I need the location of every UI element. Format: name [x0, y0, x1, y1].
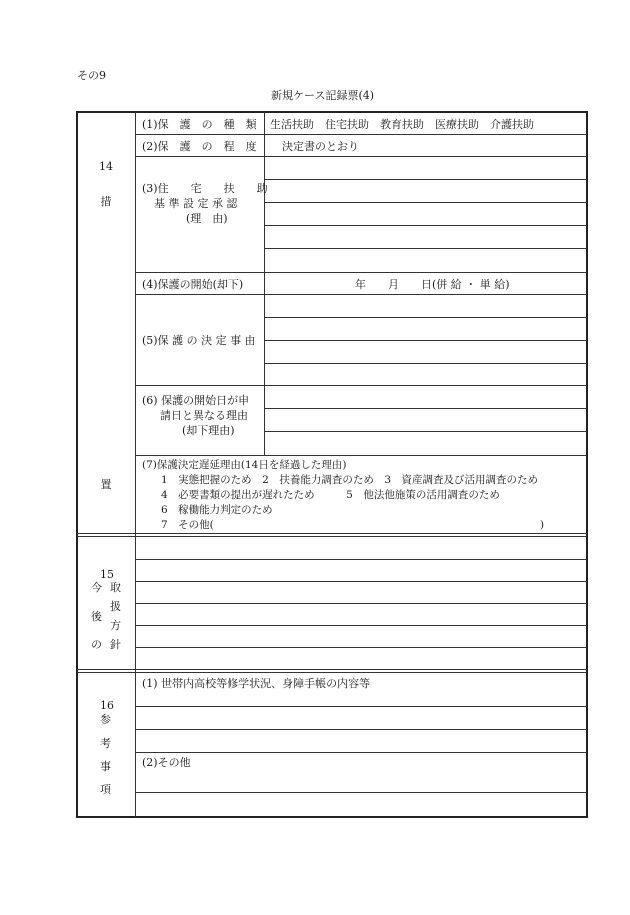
r3-label-2: 基 準 設 定 承 認 [154, 197, 238, 210]
s16-item-2: (2)その他 [142, 756, 191, 769]
value-line [265, 340, 587, 341]
value-line [265, 408, 587, 409]
sec14-char-1: 措 [100, 195, 112, 208]
s15-line [136, 647, 587, 648]
value-line [265, 179, 587, 180]
r4-value: 年 月 日(併 給 ・ 単 給) [355, 278, 510, 291]
row-line [136, 272, 587, 273]
s15-line [136, 603, 587, 604]
s16-line [136, 706, 587, 707]
label-value-divider [264, 112, 265, 455]
sec16-char-3: 事 [100, 760, 111, 773]
sec16-char-1: 参 [100, 713, 111, 726]
row-line [136, 294, 587, 295]
s15-line [136, 625, 587, 626]
r2-label: (2)保 護 の 程 度 [142, 140, 257, 153]
row-line [136, 134, 587, 135]
section-separator-14-15 [77, 533, 587, 534]
r6-label-2: 請日と異なる理由 [160, 409, 248, 422]
r3-label-1: (3)住 宅 扶 助 [142, 182, 268, 195]
r6-label-1: (6) 保護の開始日が申 [142, 394, 250, 407]
sec14-number: 14 [99, 160, 113, 173]
sec16-number: 16 [100, 699, 114, 712]
row-line [136, 156, 587, 157]
s16-line [136, 729, 587, 730]
page-title: 新規ケース記録票(4) [271, 89, 375, 102]
section-separator-15-16 [77, 669, 587, 670]
sec15-number: 15 [100, 568, 114, 581]
r4-label: (4)保護の開始(却下) [142, 278, 244, 291]
r7-line-3: 6 稼働能力判定のため [161, 504, 273, 516]
r7-line-1: 1 実態把握のため 2 扶養能力調査のため 3 資産調査及び活用調査のため [161, 474, 539, 486]
s16-line [136, 752, 587, 753]
r1-label: (1)保 護 の 種 類 [142, 118, 257, 131]
sec16-char-2: 考 [100, 737, 111, 750]
value-line [265, 202, 587, 203]
r7-title: (7)保護決定遅延理由(14日を経過した理由) [142, 459, 347, 471]
s15-line [136, 559, 587, 560]
value-line [265, 431, 587, 432]
r1-value: 生活扶助 住宅扶助 教育扶助 医療扶助 介護扶助 [270, 118, 534, 131]
sec15-char-1: 今 [91, 581, 102, 594]
value-line [265, 317, 587, 318]
sec15-char-7: 針 [110, 638, 121, 651]
sec15-char-6: の [91, 638, 102, 651]
r7-close-paren: ) [540, 519, 545, 531]
r5-label: (5)保 護 の 決 定 事 由 [142, 334, 256, 347]
s16-item-1: (1) 世帯内高校等修学状況、身障手帳の内容等 [142, 677, 371, 690]
value-line [265, 248, 587, 249]
sec15-char-5: 方 [110, 619, 121, 632]
sec15-char-2: 取 [110, 581, 121, 594]
sec14-char-2: 置 [100, 478, 112, 491]
sec16-char-4: 項 [100, 783, 111, 796]
sec15-char-4: 後 [91, 610, 102, 623]
r7-line-4: 7 その他( [161, 519, 214, 531]
section-separator-14-15-b [77, 536, 587, 537]
row-line [136, 455, 587, 456]
left-column-divider [135, 112, 136, 817]
row-line [136, 385, 587, 386]
r2-value: 決定書のとおり [282, 140, 359, 153]
value-line [265, 225, 587, 226]
value-line [265, 363, 587, 364]
s15-line [136, 581, 587, 582]
s16-line [136, 792, 587, 793]
r6-label-3: (却下理由) [182, 424, 235, 437]
sec15-char-3: 扱 [110, 600, 121, 613]
section-separator-15-16-b [77, 672, 587, 673]
r7-line-2: 4 必要書類の提出が遅れたため 5 他法他施策の活用調査のため [161, 489, 500, 501]
page-label: その9 [77, 69, 106, 82]
r3-label-3: (理 由) [186, 212, 228, 225]
